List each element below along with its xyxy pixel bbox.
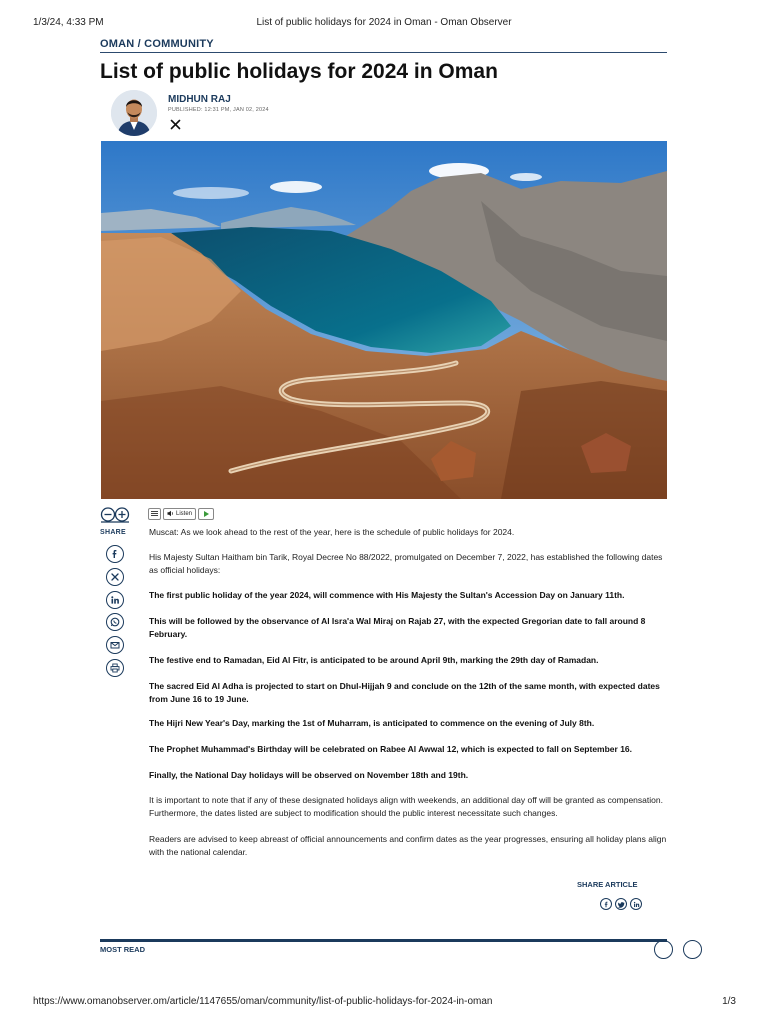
share-label: SHARE bbox=[100, 529, 127, 536]
article-paragraph: Readers are advised to keep abreast of official announcements and confirm dates as the year progresses, ensuring all holiday plans align with the national calendar. bbox=[149, 834, 667, 857]
section-divider bbox=[100, 52, 667, 53]
author-avatar[interactable] bbox=[111, 90, 157, 136]
x-icon[interactable] bbox=[106, 568, 124, 586]
publish-date: PUBLISHED: 12:31 PM, JAN 02, 2024 bbox=[168, 107, 269, 113]
print-url: https://www.omanobserver.om/article/1147655/oman/community/list-of-public-holidays-for-2024-in-oman bbox=[33, 996, 493, 1007]
article-paragraph: The festive end to Ramadan, Eid Al Fitr, is anticipated to be around April 9th, marking the 29th day of Ramadan. bbox=[149, 655, 599, 665]
play-icon[interactable] bbox=[198, 508, 214, 520]
linkedin-icon[interactable] bbox=[630, 898, 642, 910]
print-datetime: 1/3/24, 4:33 PM bbox=[33, 17, 104, 28]
share-article-label: SHARE ARTICLE bbox=[577, 880, 638, 889]
x-icon[interactable] bbox=[170, 117, 181, 128]
listen-widget bbox=[148, 507, 214, 520]
menu-icon[interactable] bbox=[148, 508, 161, 520]
article-paragraph: It is important to note that if any of these designated holidays align with weekends, an additional day off will be granted as compensation. Furthermore, the dates listed are subject to modification should the public interest necessitate such changes. bbox=[149, 795, 663, 818]
article-title: List of public holidays for 2024 in Oman bbox=[100, 60, 498, 83]
article-paragraph: This will be followed by the observance of Al Isra'a Wal Miraj on Rajab 27, with the expected Gregorian date to fall around 8 February. bbox=[149, 616, 646, 639]
article-paragraph: The first public holiday of the year 2024, will commence with His Majesty the Sultan's Accession Day on January 11th. bbox=[149, 590, 625, 600]
twitter-icon[interactable] bbox=[615, 898, 627, 910]
section-breadcrumb[interactable]: OMAN / COMMUNITY bbox=[100, 38, 214, 50]
text-size-controls[interactable] bbox=[100, 507, 130, 523]
carousel-next-button[interactable] bbox=[683, 940, 702, 959]
listen-button[interactable] bbox=[163, 508, 196, 520]
article-paragraph: The Hijri New Year's Day, marking the 1st of Muharram, is anticipated to commence on the evening of July 8th. bbox=[149, 718, 595, 728]
linkedin-icon[interactable] bbox=[106, 591, 124, 609]
article-paragraph: His Majesty Sultan Haitham bin Tarik, Royal Decree No 88/2022, promulgated on December 7, 2022, has established the following dates as official holidays: bbox=[149, 552, 663, 575]
most-read-divider bbox=[100, 939, 667, 942]
article-paragraph: Muscat: As we look ahead to the rest of the year, here is the schedule of public holidays for 2024. bbox=[149, 527, 515, 537]
print-icon[interactable] bbox=[106, 659, 124, 677]
print-page-number: 1/3 bbox=[722, 996, 736, 1007]
hero-image bbox=[101, 141, 667, 499]
listen-label: Listen bbox=[176, 510, 193, 517]
most-read-heading: MOST READ bbox=[100, 945, 145, 954]
author-name[interactable]: MIDHUN RAJ bbox=[168, 94, 231, 105]
print-document-title: List of public holidays for 2024 in Oman - Oman Observer bbox=[256, 17, 512, 28]
facebook-icon[interactable] bbox=[106, 545, 124, 563]
article-paragraph: The sacred Eid Al Adha is projected to start on Dhul-Hijjah 9 and conclude on the 12th of the same month, with expected dates from June 16 to 19 June. bbox=[149, 681, 660, 704]
carousel-prev-button[interactable] bbox=[654, 940, 673, 959]
article-paragraph: The Prophet Muhammad's Birthday will be celebrated on Rabee Al Awwal 12, which is expected to fall on September 16. bbox=[149, 744, 633, 754]
facebook-icon[interactable] bbox=[600, 898, 612, 910]
whatsapp-icon[interactable] bbox=[106, 613, 124, 631]
article-paragraph: Finally, the National Day holidays will be observed on November 18th and 19th. bbox=[149, 770, 469, 780]
speaker-icon bbox=[167, 510, 174, 517]
email-icon[interactable] bbox=[106, 636, 124, 654]
